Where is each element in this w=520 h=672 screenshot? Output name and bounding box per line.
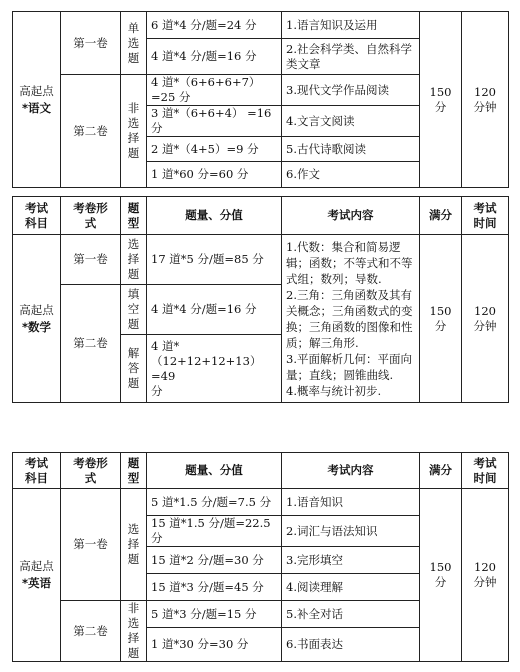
subject-cell [13,489,61,662]
score-cell: 2 道*（4+5）=9 分 [147,137,282,162]
paper-cell: 第二卷 [61,75,121,188]
score-cell: 15 道*3 分/题=45 分 [147,574,282,601]
score-cell: 17 道*5 分/题=85 分 [147,235,282,285]
subject-line1: 高起点 [19,83,54,98]
paper-cell: 第一卷 [61,235,121,285]
score-cell: 5 道*1.5 分/题=7.5 分 [147,489,282,516]
header-paper: 考卷形 式 [61,453,121,489]
header-subject: 考试 科目 [13,197,61,235]
content-cell: 4.阅读理解 [282,574,420,601]
content-cell: 1.语言知识及运用 [282,12,420,39]
paper-cell: 第一卷 [61,12,121,75]
english-table [12,452,509,662]
content-cell: 6.书面表达 [282,628,420,662]
score-cell: 3 道*（6+6+4） =16 分 [147,106,282,137]
score-cell: 15 道*1.5 分/题=22.5 分 [147,516,282,547]
subject-cell [13,12,61,188]
header-paper: 考卷形 式 [61,197,121,235]
content-cell: 2.词汇与语法知识 [282,516,420,547]
question-type-cell: 解 答 题 [121,335,147,403]
paper-cell: 第一卷 [61,489,121,601]
content-cell: 1.语音知识 [282,489,420,516]
header-question-type: 题 型 [121,453,147,489]
question-type-cell: 选 择 题 [121,489,147,601]
header-score: 题量、分值 [147,453,282,489]
header-full-score: 满分 [420,197,462,235]
full-score-cell: 150 分 [420,489,462,662]
subject-line1: 高起点 [19,559,54,573]
score-cell: 6 道*4 分/题=24 分 [147,12,282,39]
question-type-cell: 非 选 择 题 [121,75,147,188]
content-cell: 5.补全对话 [282,601,420,628]
header-time: 考试 时间 [462,453,509,489]
score-cell: 1 道*30 分=30 分 [147,628,282,662]
score-cell: 4 道*4 分/题=16 分 [147,285,282,335]
paper-cell: 第二卷 [61,285,121,403]
paper-cell: 第二卷 [61,601,121,662]
header-subject: 考试 科目 [13,453,61,489]
content-cell: 5.古代诗歌阅读 [282,137,420,162]
content-cell: 3.现代文学作品阅读 [282,75,420,106]
header-score: 题量、分值 [147,197,282,235]
content-cell: 1.代数：集合和简易逻 辑；函数；不等式和不等 式组；数列；导数. 2.三角：三角函数及其有 关概念；三角函数式的变 换；三角函数的图像和性 质；解三角形. 3.平面解析几何：平面向 量；直线；圆锥曲线. 4.概率与统计初步. [282,235,420,403]
question-type-cell: 选 择 题 [121,235,147,285]
chinese-table [12,11,509,188]
header-content: 考试内容 [282,453,420,489]
header-full-score: 满分 [420,453,462,489]
question-type-cell: 单 选 题 [121,12,147,75]
question-type-cell: 非 选 择 题 [121,601,147,662]
content-cell: 3.完形填空 [282,547,420,574]
subject-cell [13,235,61,403]
subject-line2: *英语 [21,576,51,590]
time-cell: 120 分钟 [462,12,509,188]
subject-line2: *数学 [21,319,51,334]
content-cell: 6.作文 [282,162,420,188]
content-cell: 2.社会科学类、自然科学 类文章 [282,39,420,75]
subject-line1: 高起点 [19,302,54,317]
full-score-cell: 150 分 [420,12,462,188]
full-score-cell: 150 分 [420,235,462,403]
math-table [12,196,509,403]
question-type-cell: 填 空 题 [121,285,147,335]
time-cell: 120 分钟 [462,235,509,403]
score-cell: 5 道*3 分/题=15 分 [147,601,282,628]
score-cell: 15 道*2 分/题=30 分 [147,547,282,574]
header-question-type: 题 型 [121,197,147,235]
score-cell: 4 道*4 分/题=16 分 [147,39,282,75]
header-time: 考试 时间 [462,197,509,235]
subject-line2: *语文 [21,100,51,115]
score-cell: 4 道*（12+12+12+13）=49 分 [147,335,282,403]
score-cell: 4 道*（6+6+6+7）=25 分 [147,75,282,106]
time-cell: 120 分钟 [462,489,509,662]
score-cell: 1 道*60 分=60 分 [147,162,282,188]
header-content: 考试内容 [282,197,420,235]
content-cell: 4.文言文阅读 [282,106,420,137]
